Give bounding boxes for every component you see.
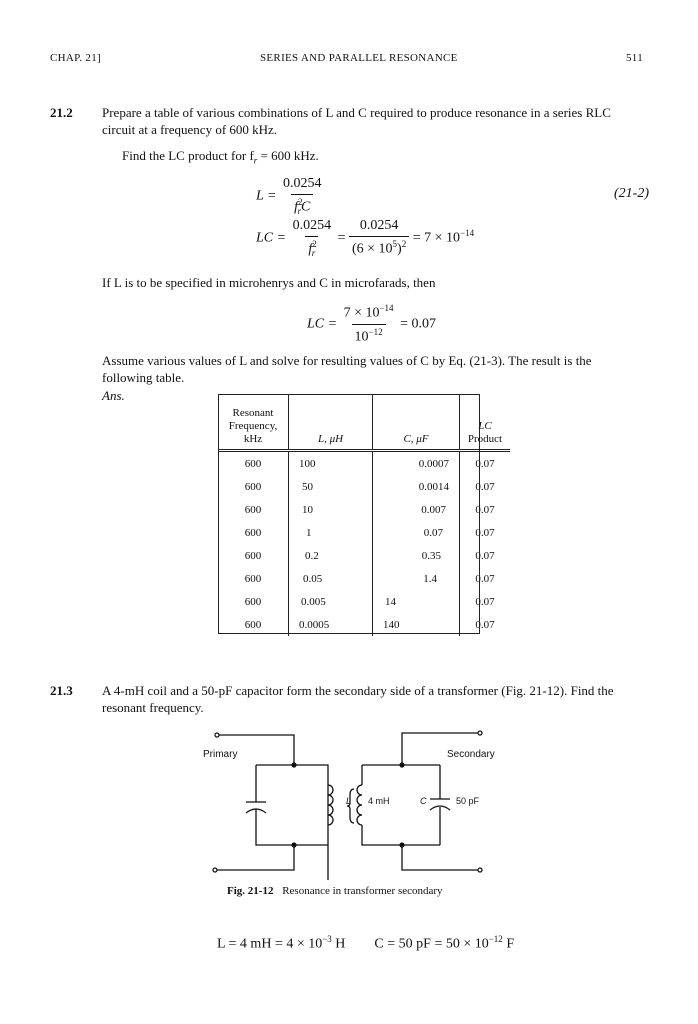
eq1-den-sq: 2 — [298, 197, 303, 207]
eq3-num-base: 7 × 10 — [343, 305, 380, 321]
assume-line-1: Assume various values of L and solve for resulting values of C by Eq. (21-3). The result is the — [102, 353, 592, 368]
eq3-num-exp: −14 — [379, 303, 394, 313]
table-row — [218, 590, 510, 613]
cell-frequency: 600 — [218, 567, 289, 590]
figure-caption-text: Resonance in transformer secondary — [282, 885, 443, 897]
secondary-coil — [357, 785, 362, 825]
resonance-table — [218, 394, 510, 636]
secondary-junction-bottom — [399, 842, 404, 847]
chapter-label: CHAP. 21] — [50, 52, 101, 64]
eq2-den-exp: 5 — [392, 239, 398, 250]
find-lc-sentence — [122, 147, 319, 170]
eq2-denominator-2 — [349, 236, 409, 258]
running-title: SERIES AND PARALLEL RESONANCE — [260, 52, 458, 64]
cell-lc: 0.07 — [475, 549, 495, 562]
eq1-fraction — [280, 176, 325, 216]
find-value: = 600 kHz. — [257, 148, 319, 163]
eq3-result: = 0.07 — [400, 316, 436, 332]
cell-inductance: 1 — [289, 521, 373, 544]
header-frequency-line-2: Frequency, — [228, 420, 278, 432]
primary-junction-bottom — [291, 842, 296, 847]
cell-capacitance: 0.0014 — [373, 475, 460, 498]
header-frequency-line-1: Resonant — [232, 407, 274, 419]
cell-capacitance: 0.007 — [373, 498, 460, 521]
cell-inductance: 100 — [289, 451, 373, 476]
statement-line-1: A 4-mH coil and a 50-pF capacitor form the secondary side of a transformer (Fig. 21-12). Find the — [102, 683, 614, 698]
primary-capacitor-branch — [256, 765, 328, 845]
header-lc-product — [460, 394, 511, 451]
l-value-expression: L = 4 mH = 4 × 10 — [217, 936, 323, 952]
eq1-den-f: f — [294, 199, 298, 215]
answer-label: Ans. — [102, 388, 125, 403]
eq3-lhs: LC = — [307, 316, 338, 332]
c-value-expression: C = 50 pF = 50 × 10 — [374, 936, 489, 952]
cell-lc: 0.07 — [475, 457, 495, 470]
cell-inductance: 0.05 — [289, 567, 373, 590]
cell-inductance: 0.0005 — [289, 613, 373, 636]
table-row — [218, 613, 510, 636]
secondary-bottom-terminal — [478, 868, 482, 872]
problem-21-2-statement — [102, 104, 662, 138]
eq2-result-exp: −14 — [460, 227, 475, 238]
eq1-den-c: C — [301, 199, 311, 215]
cell-capacitance: 14 — [373, 590, 460, 613]
table-row — [218, 521, 510, 544]
primary-coil — [328, 785, 333, 825]
cell-inductance: 50 — [289, 475, 373, 498]
eq2-equals: = — [337, 230, 349, 246]
equation-l — [256, 176, 324, 216]
eq3-den-base: 10 — [354, 329, 369, 345]
eq3-den-exp: −12 — [368, 326, 383, 337]
secondary-label: Secondary — [447, 749, 495, 760]
primary-top-terminal — [215, 733, 219, 737]
cell-capacitance: 140 — [373, 613, 460, 636]
header-inductance: L, μH — [289, 394, 373, 451]
eq2-den-f: f — [308, 241, 313, 257]
capacitor-c-label: C — [420, 796, 427, 806]
table-row — [218, 498, 510, 521]
l-value-exp: −3 — [322, 934, 332, 944]
header-frequency-line-3: kHz — [243, 433, 263, 445]
eq2-result: = 7 × 10 — [412, 230, 461, 246]
eq2-fraction-2 — [349, 218, 409, 258]
eq2-den-base: (6 × 10 — [351, 242, 393, 258]
problem-number-21-3: 21.3 — [50, 683, 73, 698]
cell-frequency: 600 — [218, 521, 289, 544]
eq2-fraction-1 — [290, 218, 335, 258]
cell-lc: 0.07 — [475, 595, 495, 608]
cell-lc: 0.07 — [475, 618, 495, 631]
statement-line-2: resonant frequency. — [102, 700, 204, 715]
primary-mid-wire — [256, 765, 328, 880]
units-sentence: If L is to be specified in microhenrys and C in microfarads, then — [102, 275, 436, 290]
cell-capacitance: 0.35 — [373, 544, 460, 567]
equation-lc — [256, 218, 474, 258]
table-row — [218, 451, 510, 476]
primary-bottom-wire — [217, 845, 294, 870]
c-value-unit: F — [502, 936, 515, 952]
page-number: 511 — [626, 52, 643, 64]
eq2-lhs: LC = — [256, 230, 287, 246]
cell-capacitance: 1.4 — [373, 567, 460, 590]
cell-capacitance: 0.0007 — [373, 451, 460, 476]
assume-line-2: following table. — [102, 370, 185, 385]
statement-line-2: circuit at a frequency of 600 kHz. — [102, 122, 278, 137]
cell-inductance: 0.2 — [289, 544, 373, 567]
eq2-denominator-1 — [305, 236, 318, 258]
header-frequency — [218, 394, 289, 451]
given-values-equation — [217, 934, 514, 953]
eq1-lhs: L = — [256, 188, 277, 204]
figure-caption — [227, 885, 443, 897]
eq1-numerator: 0.0254 — [282, 176, 322, 191]
eq3-fraction — [341, 303, 397, 345]
problem-number-21-2: 21.2 — [50, 105, 73, 120]
header-capacitance: C, μF — [373, 394, 460, 451]
inductor-l-label: L — [346, 796, 352, 806]
figure-caption-number: Fig. 21-12 — [227, 885, 274, 897]
primary-label: Primary — [203, 749, 238, 760]
inductor-brace — [347, 789, 354, 823]
cell-capacitance: 0.07 — [373, 521, 460, 544]
table-header-row — [218, 394, 510, 451]
table-row — [218, 567, 510, 590]
cell-inductance: 10 — [289, 498, 373, 521]
eq1-denominator — [291, 194, 313, 216]
cell-frequency: 600 — [218, 544, 289, 567]
eq1-den-r: r — [297, 206, 302, 217]
primary-junction-top — [291, 762, 296, 767]
cell-lc: 0.07 — [475, 572, 495, 585]
assume-paragraph — [102, 352, 662, 386]
cell-frequency: 600 — [218, 498, 289, 521]
primary-bottom-terminal — [213, 868, 217, 872]
cell-lc: 0.07 — [475, 526, 495, 539]
eq2-numerator-2: 0.0254 — [359, 218, 399, 234]
table-row — [218, 475, 510, 498]
find-text: Find the LC product for f — [122, 148, 254, 163]
header-lc-line-1: LC — [478, 420, 492, 432]
find-sub: r — [253, 155, 258, 166]
cell-lc: 0.07 — [475, 503, 495, 516]
problem-21-3-statement — [102, 682, 662, 716]
eq3-numerator — [341, 303, 397, 324]
eq2-den-sq: 2 — [312, 239, 317, 249]
secondary-bottom-wire — [402, 845, 478, 870]
cell-frequency: 600 — [218, 590, 289, 613]
eq3-denominator — [352, 324, 386, 346]
eq2-den-close: ) — [397, 242, 402, 258]
cell-inductance: 0.005 — [289, 590, 373, 613]
eq2-numerator-1: 0.0254 — [292, 218, 332, 233]
secondary-junction-top — [399, 762, 404, 767]
cell-frequency: 600 — [218, 613, 289, 636]
statement-line-1: Prepare a table of various combinations of L and C required to produce resonance in a series RLC — [102, 105, 611, 120]
header-lc-line-2: Product — [467, 433, 503, 445]
equation-tag: (21-2) — [614, 186, 649, 201]
eq2-den-exp2: 2 — [401, 239, 407, 250]
capacitor-value: 50 pF — [456, 796, 480, 806]
cell-lc: 0.07 — [475, 480, 495, 493]
l-value-unit: H — [331, 936, 346, 952]
c-value-exp: −12 — [488, 934, 503, 944]
secondary-top-terminal — [478, 731, 482, 735]
equation-lc-units — [307, 303, 436, 345]
cell-frequency: 600 — [218, 475, 289, 498]
table-row — [218, 544, 510, 567]
eq2-den-r: r — [311, 248, 316, 259]
inductor-value: 4 mH — [368, 796, 390, 806]
cell-frequency: 600 — [218, 451, 289, 476]
